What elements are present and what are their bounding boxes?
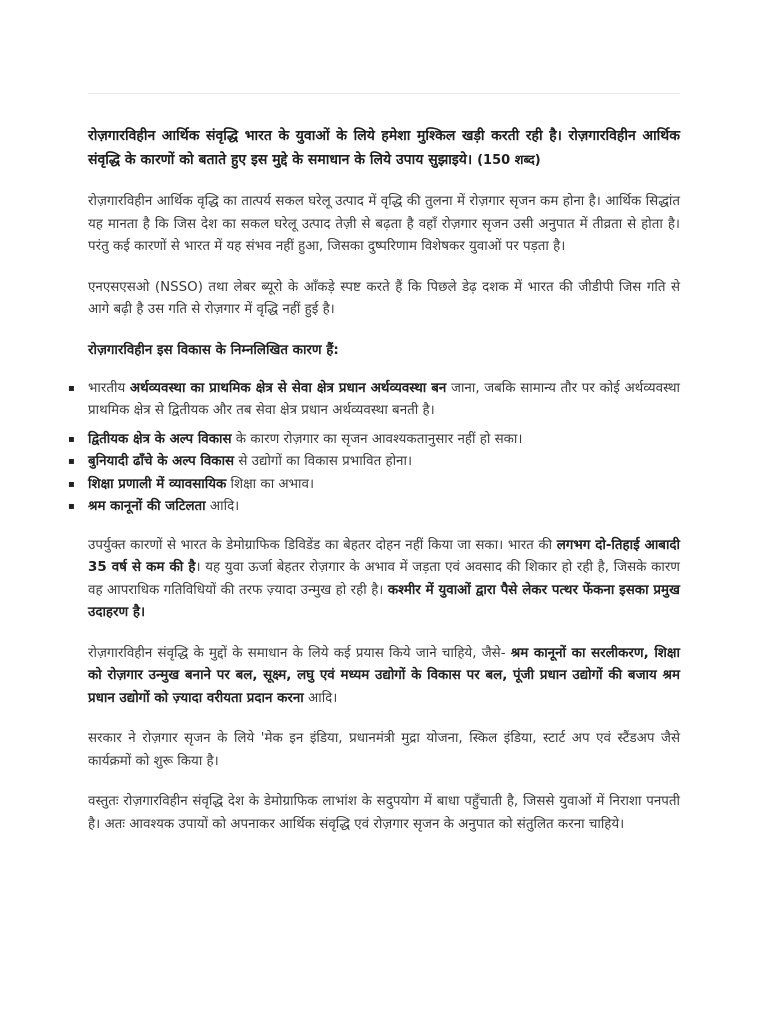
solutions-text-c: आदि। [303,690,338,706]
cause-bold: अर्थव्यवस्था का प्राथमिक क्षेत्र से सेवा क्षेत्र प्रधान अर्थव्यवस्था बन [129,380,447,396]
list-item [68,429,680,452]
causes-list-part-2 [68,429,680,519]
demographic-text-a: उपर्युक्त कारणों से भारत के डेमोग्राफिक डिविडेंड का बेहतर दोहन नहीं किया जा सका। भारत की [88,537,557,553]
bullet-icon: ▪ [68,478,75,490]
solutions-bold-b: श्रम कानूनों का सरलीकरण, शिक्षा को रोज़गार उन्मुख बनाने पर बल, सूक्ष्म, लघु एवं मध्यम उद्योगों के विकास पर बल, पूंजी प्रधान उद्योगों की बजाय श्रम प्रधान उद्योगों को ज़्यादा वरीयता प्रदान करना [88,645,680,706]
top-divider [88,93,680,94]
cause-post: जाना, जबकि सामान्य तौर पर कोई अर्थव्यवस्था प्राथमिक क्षेत्र से द्वितीयक और तब सेवा क्षेत्र प्रधान अर्थव्यवस्था बनती है। [88,380,680,418]
bullet-icon: ▪ [68,501,75,512]
question-text [88,124,680,173]
conclusion-paragraph: वस्तुतः रोज़गारविहीन संवृद्धि देश के डेमोग्राफिक लाभांश के सदुपयोग में बाधा पहुँचाती है, जिससे युवाओं में निराशा पनपती है। अतः आवश्यक उपायों को अपनाकर आर्थिक संवृद्धि एवं रोज़गार सृजन के अनुपात को संतुलित करना चाहिये। [88,794,680,832]
causes-heading: रोज़गारविहीन इस विकास के निम्नलिखित कारण हैं: [88,342,339,358]
cause-post: के कारण रोज़गार का सृजन आवश्यकतानुसार नहीं हो सका। [231,431,523,447]
list-item [68,474,680,497]
list-item [68,451,680,474]
list-item [68,496,680,519]
nsso-paragraph: एनएसएसओ (NSSO) तथा लेबर ब्यूरो के आँकड़े स्पष्ट करते हैं कि पिछले डेढ़ दशक में भारत की जीडीपी जिस गति से आगे बढ़ी है उस गति से रोज़गार में वृद्धि नहीं हुई है। [88,279,680,317]
word-count: (150 शब्द) [477,153,541,168]
government-schemes-paragraph: सरकार ने रोज़गार सृजन के लिये 'मेक इन इंडिया, प्रधानमंत्री मुद्रा योजना, स्किल इंडिया, स्टार्ट अप एवं स्टैंडअप जैसे कार्यक्रमों को शुरू किया है। [88,731,680,769]
intro-paragraph: रोज़गारविहीन आर्थिक वृद्धि का तात्पर्य सकल घरेलू उत्पाद में वृद्धि की तुलना में रोज़गार सृजन कम होना है। आर्थिक सिद्धांत यह मानता है कि जिस देश का सकल घरेलू उत्पाद तेज़ी से बढ़ता है वहाँ रोज़गार सृजन उसी अनुपात में तीव्रता से होता है। परंतु कई कारणों से भारत में यह संभव नहीं हुआ, जिसका दुष्परिणाम विशेषकर युवाओं पर पड़ता है। [88,194,680,254]
bullet-icon: ▪ [68,433,75,445]
solutions-paragraph [88,643,680,711]
cause-post: आदि। [205,499,240,514]
list-item [68,378,680,423]
cause-post: से उद्योगों का विकास प्रभावित होना। [234,454,413,469]
document-content [68,124,680,854]
demographic-paragraph [88,535,680,625]
demographic-bold-b: लगभग दो-तिहाई आबादी 35 वर्ष से कम की है [88,537,680,575]
cause-post: शिक्षा का अभाव। [226,476,315,492]
document-page [68,0,680,1024]
cause-bold: द्वितीयक क्षेत्र के अल्प विकास [88,431,232,447]
question-body: रोज़गारविहीन आर्थिक संवृद्धि भारत के युवाओं के लिये हमेशा मुश्किल खड़ी करती रही है। रोज़गारविहीन आर्थिक संवृद्धि के कारणों को बताते हुए इस मुद्दे के समाधान के लिये उपाय सुझाइये। [88,128,680,168]
demographic-bold-d: कश्मीर में युवाओं द्वारा पैसे लेकर पत्थर फेंकना इसका प्रमुख उदाहरण है। [88,582,680,620]
cause-pre: भारतीय [88,380,130,396]
bullet-icon: ▪ [68,456,75,467]
solutions-text-a: रोज़गारविहीन संवृद्धि के मुद्दों के समाधान के लिये कई प्रयास किये जाने चाहिये, जैसे- [88,645,511,661]
cause-bold: बुनियादी ढाँचे के अल्प विकास [88,454,235,469]
cause-bold: शिक्षा प्रणाली में व्यावसायिक [88,476,227,492]
demographic-text-c: । यह युवा ऊर्जा बेहतर रोज़गार के अभाव में जड़ता एवं अवसाद की शिकार हो रही है, जिसके कारण वह आपराधिक गतिविधियों की तरफ ज़्यादा उन्मुख हो रही है। [88,560,680,598]
cause-bold: श्रम कानूनों की जटिलता [88,499,206,514]
bullet-icon: ▪ [68,382,75,394]
causes-list-part-1 [68,378,680,423]
